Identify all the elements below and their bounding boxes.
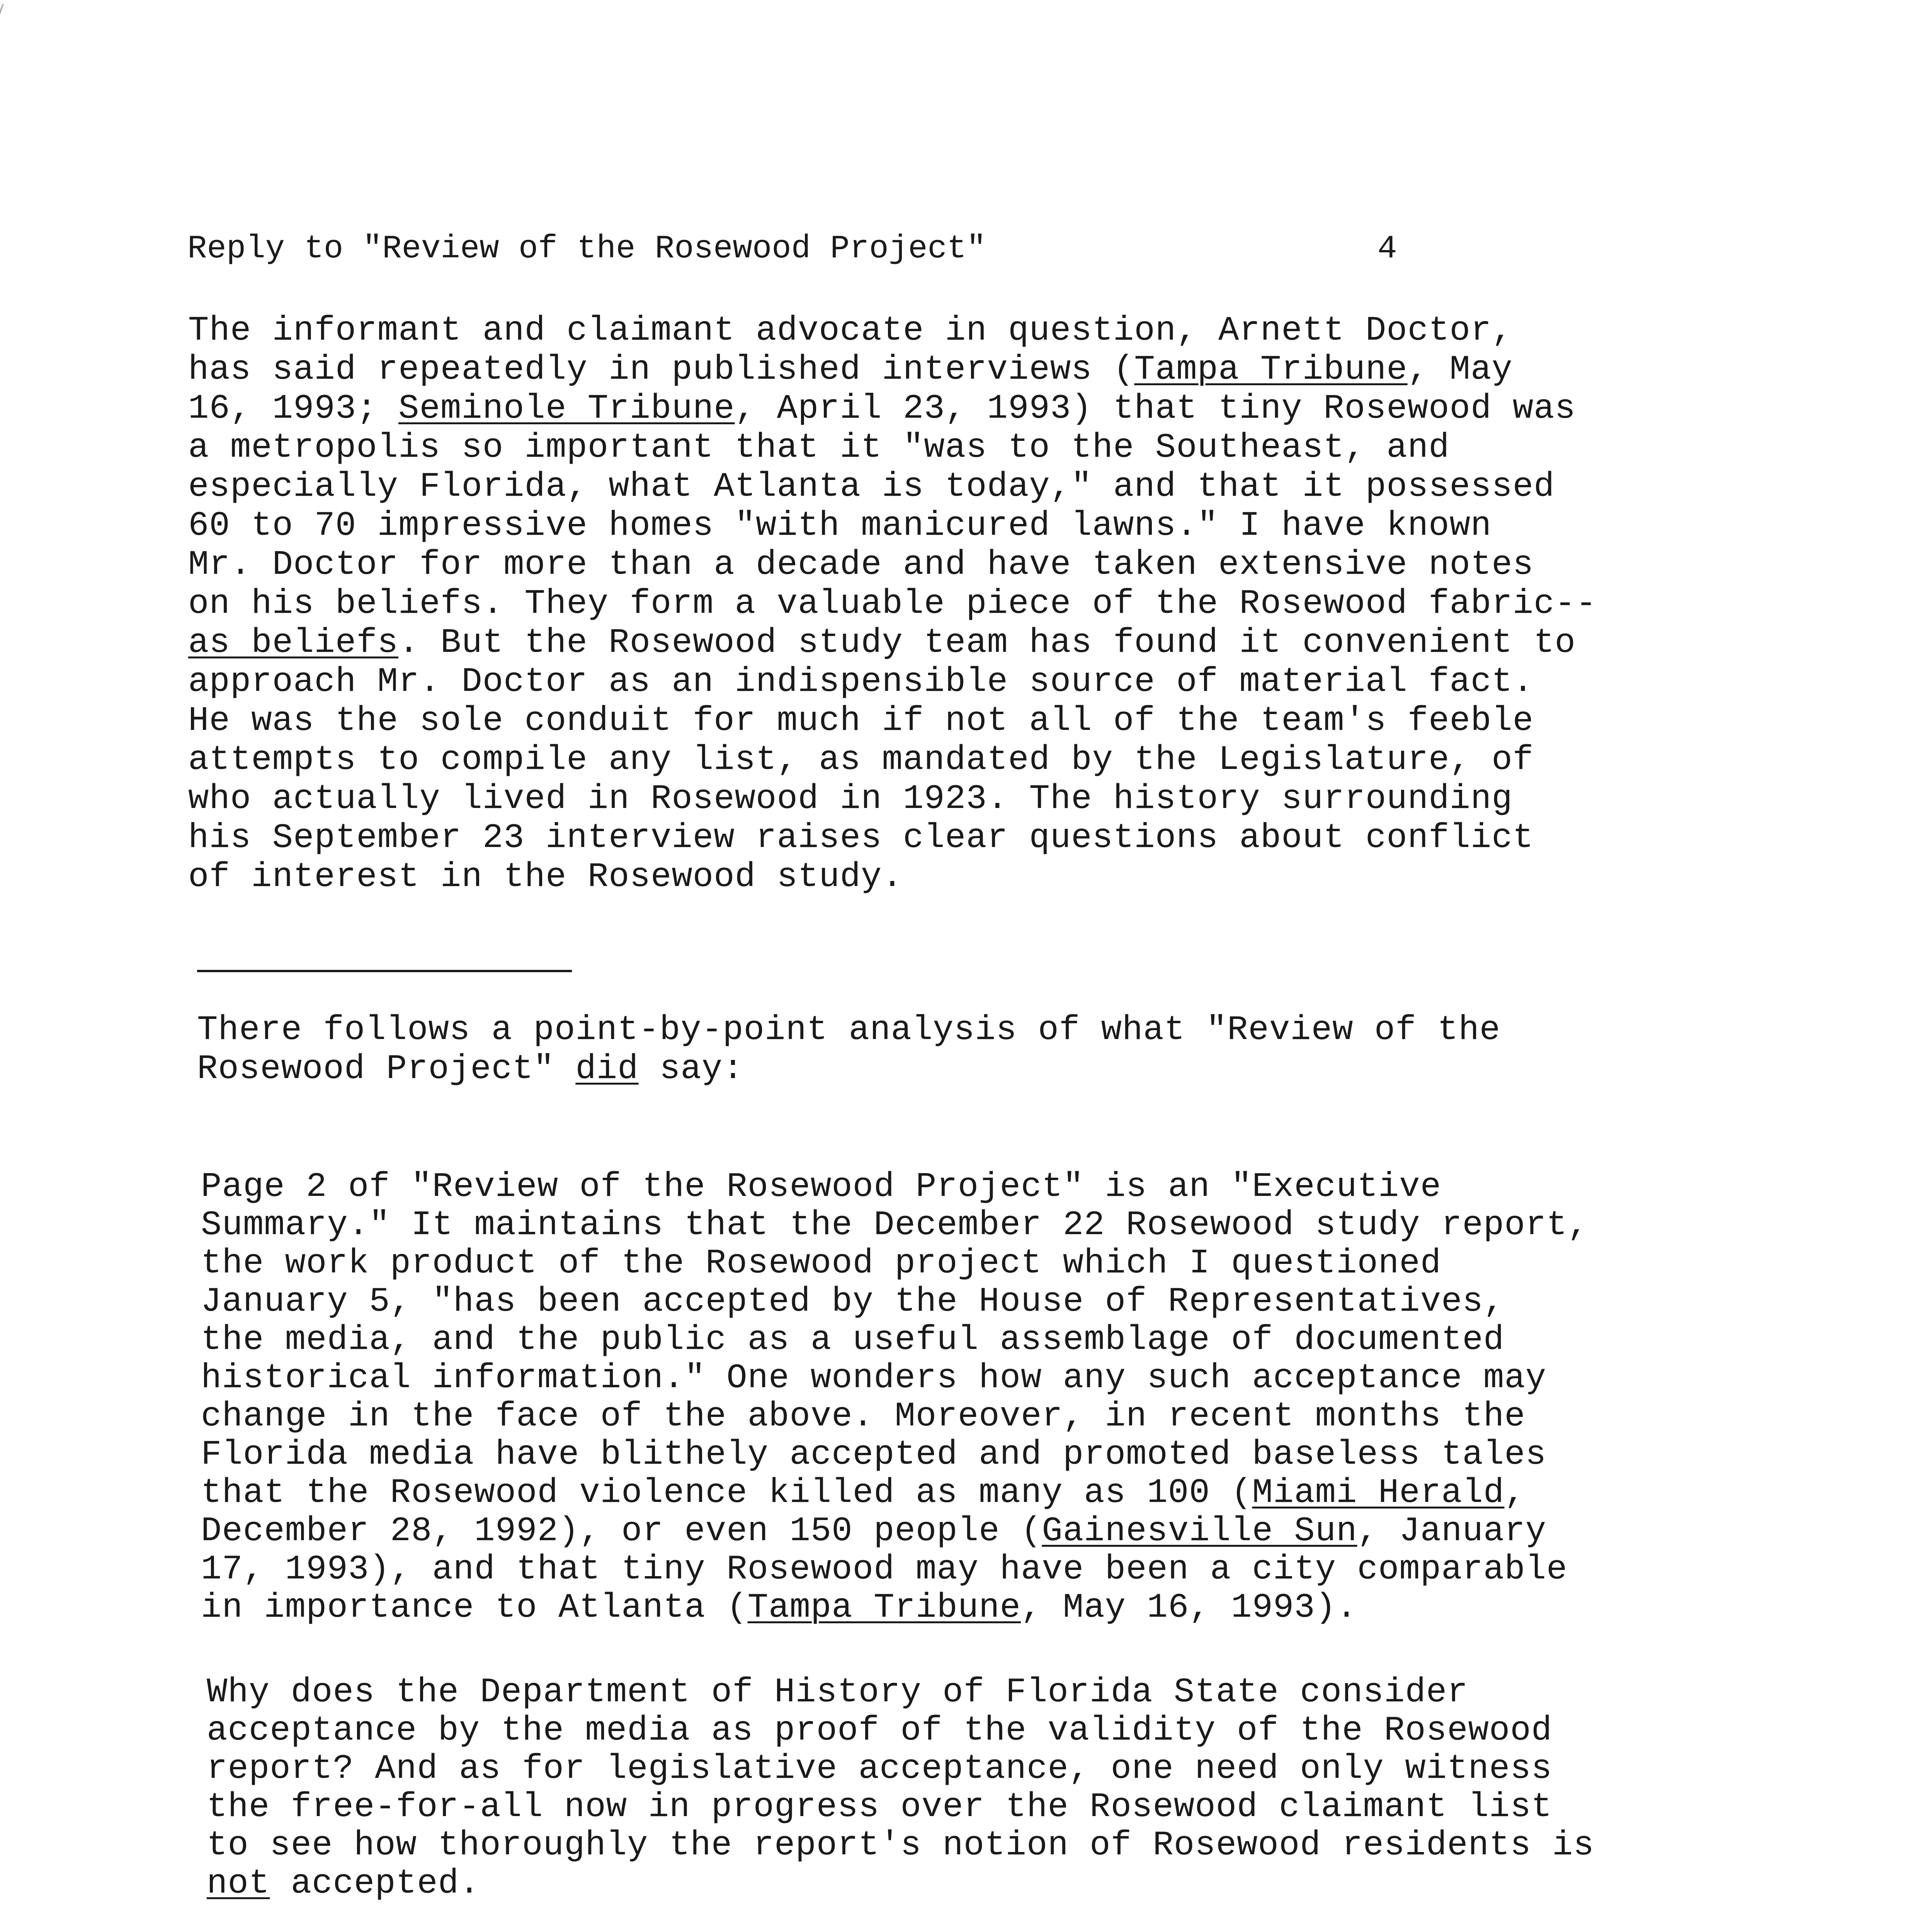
text-line: The informant and claimant advocate in question, Arnett Doctor,	[188, 311, 1513, 350]
text-line: 16, 1993; Seminole Tribune, April 23, 1993) that tiny Rosewood was	[188, 389, 1576, 428]
text-line: that the Rosewood violence killed as many as 100 (Miami Herald,	[201, 1473, 1526, 1512]
text-line: Rosewood Project" did say:	[197, 1049, 744, 1088]
paragraph-4	[207, 1673, 1791, 1903]
text-line: his September 23 interview raises clear questions about conflict	[188, 818, 1534, 857]
page-number: 4	[1378, 231, 1397, 267]
text-line: as beliefs. But the Rosewood study team has found it convenient to	[188, 623, 1576, 662]
text-line: 60 to 70 impressive homes "with manicured lawns." I have known	[188, 506, 1492, 545]
text-line: has said repeatedly in published interviews (Tampa Tribune, May	[188, 350, 1513, 389]
text-line: acceptance by the media as proof of the validity of the Rosewood	[207, 1711, 1553, 1750]
text-line: January 5, "has been accepted by the House of Representatives,	[201, 1282, 1505, 1321]
text-line: 17, 1993), and that tiny Rosewood may have been a city comparable	[201, 1550, 1568, 1589]
text-line: to see how thoroughly the report's notion of Rosewood residents is	[207, 1826, 1594, 1865]
section-divider-rule	[197, 970, 572, 972]
text-line: the media, and the public as a useful assemblage of documented	[201, 1320, 1505, 1359]
paragraph-1	[188, 311, 1772, 896]
text-line: Summary." It maintains that the December 22 Rosewood study report,	[201, 1206, 1588, 1245]
text-line: a metropolis so important that it "was to the Southeast, and	[188, 428, 1450, 467]
underlined-text: Seminole Tribune	[398, 389, 735, 428]
text-line: He was the sole conduit for much if not all of the team's feeble	[188, 701, 1534, 740]
text-line: December 28, 1992), or even 150 people (Gainesville Sun, January	[201, 1512, 1547, 1551]
paragraph-2	[197, 1010, 1781, 1088]
text-line: especially Florida, what Atlanta is today," and that it possessed	[188, 467, 1555, 506]
text-line: the free-for-all now in progress over the Rosewood claimant list	[207, 1787, 1553, 1827]
text-line: There follows a point-by-point analysis of what "Review of the	[197, 1010, 1501, 1049]
text-line: in importance to Atlanta (Tampa Tribune, May 16, 1993).	[201, 1588, 1357, 1627]
underlined-text: Tampa Tribune	[1134, 350, 1408, 389]
underlined-text: Tampa Tribune	[747, 1588, 1021, 1627]
underlined-text: Gainesville Sun	[1042, 1512, 1357, 1551]
underlined-text: did	[575, 1049, 639, 1088]
underlined-text: not	[207, 1864, 270, 1903]
scan-mark	[0, 4, 11, 47]
text-line: Why does the Department of History of Florida State consider	[207, 1673, 1468, 1712]
paragraph-3	[201, 1168, 1785, 1627]
text-line: Florida media have blithely accepted and promoted baseless tales	[201, 1435, 1547, 1474]
text-line: report? And as for legislative acceptance, one need only witness	[207, 1749, 1553, 1788]
text-line: change in the face of the above. Moreover, in recent months the	[201, 1397, 1526, 1436]
text-line: not accepted.	[207, 1864, 480, 1903]
underlined-text: Miami Herald	[1252, 1473, 1505, 1512]
text-line: who actually lived in Rosewood in 1923. The history surrounding	[188, 779, 1513, 818]
text-line: attempts to compile any list, as mandated by the Legislature, of	[188, 740, 1534, 779]
text-line: approach Mr. Doctor as an indispensible source of material fact.	[188, 662, 1534, 701]
text-line: Page 2 of "Review of the Rosewood Project" is an "Executive	[201, 1167, 1442, 1206]
text-line: of interest in the Rosewood study.	[188, 857, 903, 896]
page-header-title: Reply to "Review of the Rosewood Project"	[187, 231, 986, 267]
text-line: Mr. Doctor for more than a decade and have taken extensive notes	[188, 545, 1534, 584]
text-line: on his beliefs. They form a valuable piece of the Rosewood fabric--	[188, 584, 1597, 623]
text-line: historical information." One wonders how any such acceptance may	[201, 1359, 1547, 1398]
text-line: the work product of the Rosewood project which I questioned	[201, 1244, 1442, 1283]
underlined-text: as beliefs	[188, 623, 399, 662]
